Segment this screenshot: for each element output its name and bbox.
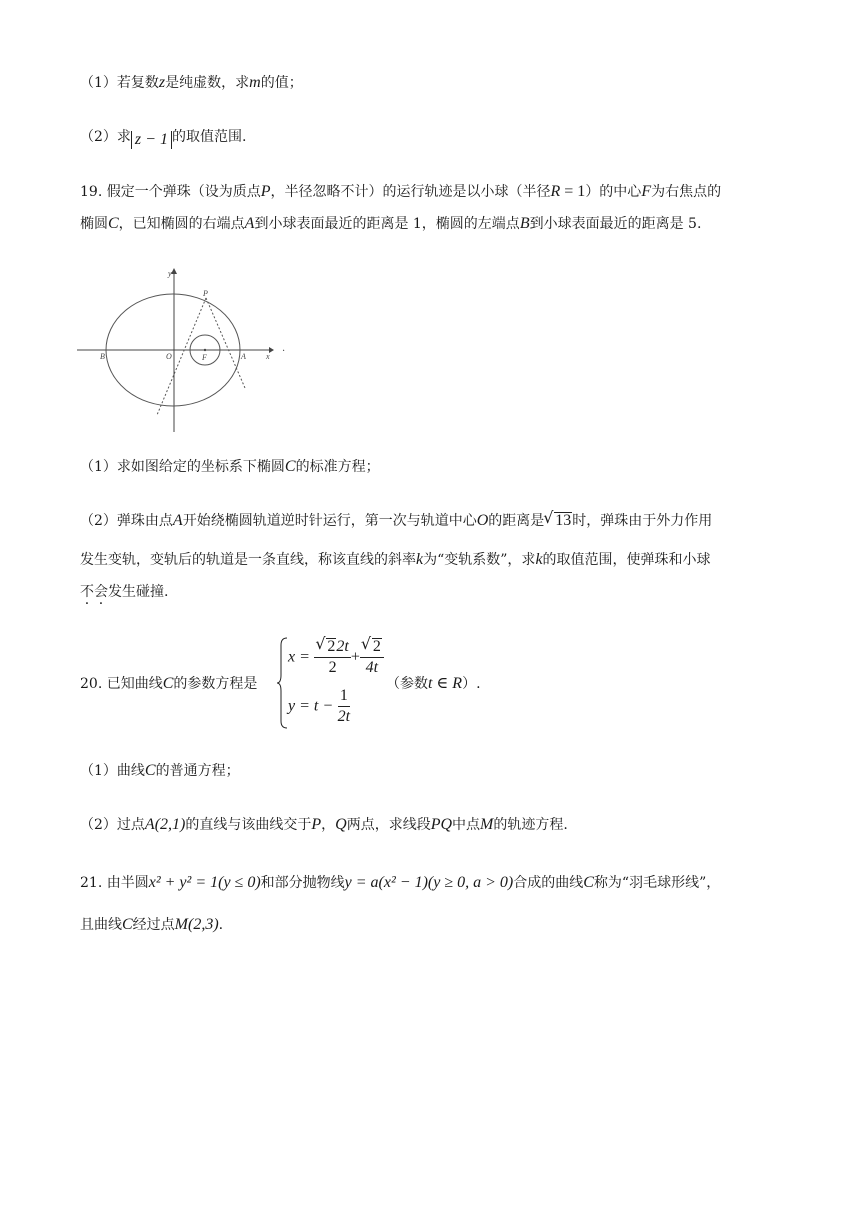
text: 的距离是 [488,513,545,529]
emphasis-char: 会 [94,584,108,600]
x-axis-arrow [269,347,274,353]
text: ）的中心 [585,184,642,200]
text: 开始绕椭圆轨道逆时针运行，第一次与轨道中心 [182,513,477,529]
text: 合成的曲线 [513,875,584,891]
eq-lhs: y = t − [288,697,334,715]
text: 假定一个弹珠（设为质点 [106,184,261,200]
text: 的直线与该曲线交于 [185,817,312,833]
emphasis-char: 不 [80,584,94,600]
q18-part2 [80,126,246,149]
var-k: k [416,551,424,568]
var-M: M [480,816,494,833]
param-note [386,673,481,695]
var-C: C [284,458,296,475]
label-P: P [203,289,208,298]
q19-part2-line3 [80,581,168,603]
text: 发生碰撞. [108,584,169,600]
text: 两点，求线段 [346,817,431,833]
text: 到小球表面最近的距离是 1，椭圆的左端点 [254,216,520,232]
text: 的取值范围. [171,129,247,145]
text: （2）弹珠由点 [80,513,173,529]
text: 的参数方程是 [173,676,258,692]
text: 的标准方程； [295,459,380,475]
text: 中点 [452,817,481,833]
fraction [360,637,384,678]
label-A: A [241,352,246,361]
var-B: B [519,215,530,232]
var-t: t [428,675,433,692]
eq-lhs: x = [288,648,310,666]
brace-icon [276,637,288,729]
denominator: 2t [337,708,351,725]
equation: = 1 [560,183,586,200]
text: （1）曲线 [80,763,145,779]
text: . [218,917,224,933]
text: 的取值范围，使弹珠和小球 [542,552,711,568]
var-F: F [641,183,652,200]
var-C: C [122,916,133,933]
var-C: C [144,762,156,779]
segment-PQ: PQ [430,816,453,833]
text: 已知曲线 [106,676,163,692]
numerator: 2 [372,638,381,655]
y-axis-arrow [171,268,177,274]
dashed-line-left [157,298,206,415]
semicircle-equation: x² + y² = 1 [148,874,219,891]
param-eq-x [288,637,384,678]
var-z: z [158,74,166,91]
plus: + [350,648,360,666]
q19-line2 [80,213,701,235]
sqrt-13 [544,510,572,532]
text: （1）若复数 [80,75,159,91]
point-M: M(2,3) [174,916,219,933]
text: 称为“羽毛球形线”， [593,875,721,891]
q19-part2-line1 [80,510,712,532]
q20-part1 [80,760,240,782]
var-Q: Q [335,816,347,833]
q19-part1 [80,456,380,478]
condition: (y ≥ 0, a > 0) [427,874,514,891]
var-A: A [244,215,255,232]
text: 到小球表面最近的距离是 5. [529,216,702,232]
label-O: O [166,352,172,361]
fraction: √ $\frac{22t}{2}$ [314,637,350,678]
text: 发生变轨，变轨后的轨道是一条直线，称该直线的斜率 [80,552,416,568]
q18-part1 [80,72,303,94]
var-C: C [583,874,594,891]
text: 为右焦点的 [651,184,722,200]
trailing-dot: . [282,343,286,354]
q19-part2-line2 [80,549,711,571]
var-O: O [476,512,489,529]
text: 由半圆 [106,875,149,891]
parabola-equation: y = a(x² − 1) [344,874,428,891]
label-x: x [266,352,270,361]
text: 时，弹珠由于外力作用 [572,513,713,529]
text: ，半径忽略不计）的运行轨迹是以小球（半径 [270,184,551,200]
text: 和部分抛物线 [260,875,345,891]
var-R: R [550,183,561,200]
question-number: 21. [80,875,103,891]
fraction [338,686,350,727]
label-y: y [168,269,172,278]
text: （2）求 [80,129,131,145]
numerator: 1 [338,686,350,707]
var-C: C [108,215,119,232]
symbol-in: ∈ [432,675,453,692]
question-number: 19. [80,184,103,200]
var-m: m [249,74,261,91]
text: 且曲线 [80,917,122,933]
var-k: k [535,551,543,568]
text: 椭圆 [80,216,108,232]
text: （参数 [386,676,428,692]
q20-intro [80,673,257,695]
label-B: B [100,352,105,361]
abs-expression: z − 1 [131,131,172,149]
var-R: R [452,675,463,692]
text: ， [321,817,336,833]
text: （1）求如图给定的坐标系下椭圆 [80,459,285,475]
ellipse-diagram [75,265,290,435]
point-A: A(2,1) [144,816,186,833]
text: 的轨迹方程. [493,817,568,833]
var-C: C [162,675,174,692]
denominator: 4t [365,659,379,676]
text: 为“变轨系数”，求 [423,552,536,568]
denominator: 2 [328,659,337,676]
label-F: F [202,353,207,362]
question-number: 20. [80,676,103,692]
numerator: 2t [336,638,349,655]
q21-line2 [80,914,223,936]
param-eq-y [288,686,350,727]
focus-point [204,349,206,351]
text: ，已知椭圆的右端点 [118,216,245,232]
text: 是纯虚数，求 [165,75,250,91]
var-A: A [172,512,183,529]
text: （2）过点 [80,817,145,833]
text: ）. [462,676,481,692]
text: 的普通方程； [155,763,240,779]
radicand: 13 [555,512,572,529]
var-P: P [260,183,271,200]
condition: (y ≤ 0) [218,874,261,891]
text: 经过点 [132,917,175,933]
var-P: P [311,816,322,833]
q21-line1 [80,872,720,894]
q20-part2 [80,814,568,836]
q19-line1 [80,181,721,203]
text: 的值； [260,75,303,91]
